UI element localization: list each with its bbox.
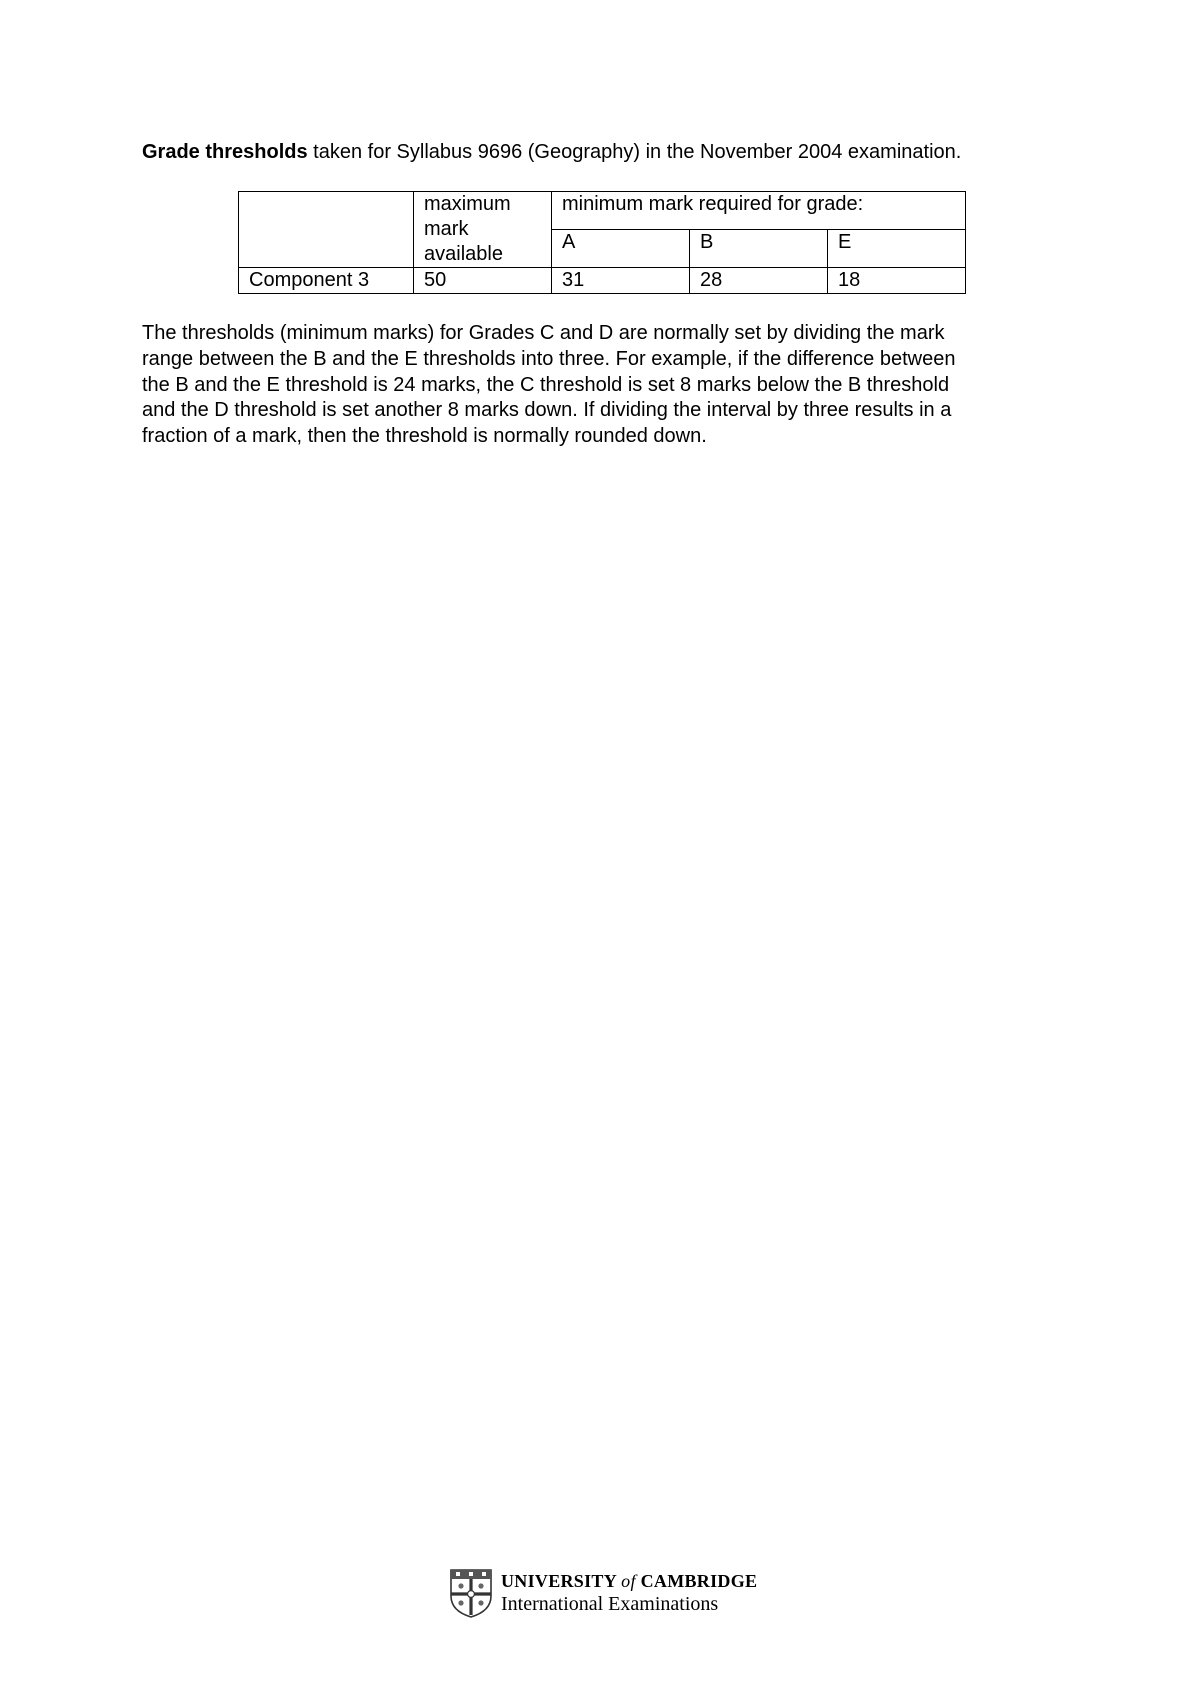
- grade-e-cell: 18: [828, 268, 966, 294]
- component-cell: Component 3: [239, 268, 414, 294]
- paragraph-line: the B and the E threshold is 24 marks, the C threshold is set 8 marks below the B threshold: [142, 373, 950, 396]
- grade-a-cell: 31: [552, 268, 690, 294]
- grade-b-header: B: [690, 230, 828, 268]
- paragraph-line: fraction of a mark, then the threshold is normally rounded down.: [142, 425, 707, 448]
- university-name: UNIVERSITY of CAMBRIDGE: [501, 1571, 758, 1591]
- cambridge-crest-icon: [449, 1568, 493, 1618]
- blank-header-cell: [239, 192, 414, 268]
- examinations-subtitle: International Examinations: [501, 1593, 719, 1615]
- grade-a-header: A: [552, 230, 690, 268]
- min-mark-header: minimum mark required for grade:: [552, 192, 966, 230]
- threshold-explanation: [142, 321, 1062, 450]
- table-row: [239, 268, 966, 294]
- grade-threshold-table: [238, 191, 966, 294]
- max-mark-header: maximum mark available: [414, 192, 552, 268]
- paragraph-line: range between the B and the E thresholds into three. For example, if the difference between: [142, 347, 956, 370]
- page-heading: [142, 139, 961, 165]
- paragraph-line: The thresholds (minimum marks) for Grades C and D are normally set by dividing the mark: [142, 322, 945, 344]
- heading-bold: Grade thresholds: [142, 141, 308, 163]
- table-header-row: [239, 192, 966, 230]
- heading-rest: taken for Syllabus 9696 (Geography) in the November 2004 examination.: [307, 141, 962, 163]
- grade-b-cell: 28: [690, 268, 828, 294]
- max-mark-cell: 50: [414, 268, 552, 294]
- paragraph-line: and the D threshold is set another 8 marks down. If dividing the interval by three results in a: [142, 399, 952, 422]
- grade-e-header: E: [828, 230, 966, 268]
- cambridge-logo: [449, 1568, 757, 1618]
